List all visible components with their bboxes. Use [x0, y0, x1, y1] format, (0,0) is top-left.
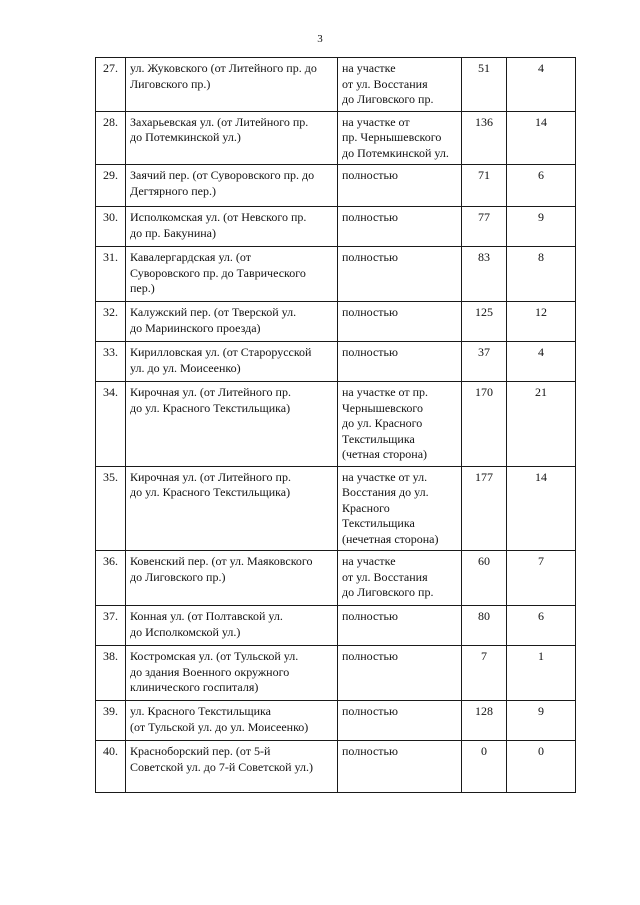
streets-table — [95, 57, 576, 793]
row-number: 31. — [96, 247, 126, 302]
count-primary: 77 — [462, 207, 507, 247]
section-extent: на участке от ул. Восстания до Лиговского пр. — [338, 551, 462, 606]
count-primary: 83 — [462, 247, 507, 302]
section-extent: на участке от пр. Чернышевского до ул. Красного Текстильщика (четная сторона) — [338, 382, 462, 467]
table-row — [96, 58, 576, 112]
count-primary: 136 — [462, 111, 507, 165]
count-secondary: 4 — [507, 58, 576, 112]
street-name: Захарьевская ул. (от Литейного пр. до Потемкинской ул.) — [126, 111, 338, 165]
street-name: Костромская ул. (от Тульской ул. до здания Военного окружного клинического госпиталя) — [126, 646, 338, 701]
section-extent: полностью — [338, 646, 462, 701]
street-name: ул. Красного Текстильщика (от Тульской ул. до ул. Моисеенко) — [126, 701, 338, 741]
street-name: Конная ул. (от Полтавской ул. до Исполкомской ул.) — [126, 606, 338, 646]
table-row — [96, 701, 576, 741]
section-extent: на участке от пр. Чернышевского до Потемкинской ул. — [338, 111, 462, 165]
table-row — [96, 646, 576, 701]
count-primary: 37 — [462, 342, 507, 382]
section-extent: на участке от ул. Восстания до Лиговского пр. — [338, 58, 462, 112]
table-row — [96, 466, 576, 551]
count-primary: 177 — [462, 466, 507, 551]
street-name: Кирочная ул. (от Литейного пр. до ул. Красного Текстильщика) — [126, 466, 338, 551]
count-primary: 7 — [462, 646, 507, 701]
street-name: Кирилловская ул. (от Старорусской ул. до ул. Моисеенко) — [126, 342, 338, 382]
street-name: ул. Жуковского (от Литейного пр. до Лиговского пр.) — [126, 58, 338, 112]
row-number: 39. — [96, 701, 126, 741]
count-secondary: 7 — [507, 551, 576, 606]
street-name: Ковенский пер. (от ул. Маяковского до Лиговского пр.) — [126, 551, 338, 606]
table-row — [96, 302, 576, 342]
table-row — [96, 111, 576, 165]
row-number: 37. — [96, 606, 126, 646]
street-name: Красноборский пер. (от 5-й Советской ул. до 7-й Советской ул.) — [126, 741, 338, 793]
row-number: 32. — [96, 302, 126, 342]
count-secondary: 21 — [507, 382, 576, 467]
count-secondary: 14 — [507, 111, 576, 165]
count-secondary: 9 — [507, 207, 576, 247]
count-secondary: 8 — [507, 247, 576, 302]
row-number: 36. — [96, 551, 126, 606]
count-secondary: 12 — [507, 302, 576, 342]
table-row — [96, 247, 576, 302]
street-name: Заячий пер. (от Суворовского пр. до Дегтярного пер.) — [126, 165, 338, 207]
table-row — [96, 551, 576, 606]
row-number: 29. — [96, 165, 126, 207]
table-row — [96, 606, 576, 646]
count-primary: 51 — [462, 58, 507, 112]
row-number: 40. — [96, 741, 126, 793]
row-number: 28. — [96, 111, 126, 165]
count-secondary: 0 — [507, 741, 576, 793]
section-extent: на участке от ул. Восстания до ул. Красного Текстильщика (нечетная сторона) — [338, 466, 462, 551]
section-extent: полностью — [338, 165, 462, 207]
count-primary: 80 — [462, 606, 507, 646]
section-extent: полностью — [338, 606, 462, 646]
row-number: 34. — [96, 382, 126, 467]
page-number: 3 — [317, 33, 323, 45]
count-secondary: 6 — [507, 165, 576, 207]
row-number: 38. — [96, 646, 126, 701]
count-primary: 170 — [462, 382, 507, 467]
count-secondary: 6 — [507, 606, 576, 646]
section-extent: полностью — [338, 342, 462, 382]
count-primary: 0 — [462, 741, 507, 793]
section-extent: полностью — [338, 247, 462, 302]
section-extent: полностью — [338, 302, 462, 342]
section-extent: полностью — [338, 207, 462, 247]
count-primary: 125 — [462, 302, 507, 342]
table-row — [96, 741, 576, 793]
table-row — [96, 382, 576, 467]
table-body — [96, 58, 576, 793]
street-name: Калужский пер. (от Тверской ул. до Мариинского проезда) — [126, 302, 338, 342]
street-name: Кирочная ул. (от Литейного пр. до ул. Красного Текстильщика) — [126, 382, 338, 467]
count-primary: 128 — [462, 701, 507, 741]
count-secondary: 1 — [507, 646, 576, 701]
row-number: 33. — [96, 342, 126, 382]
row-number: 35. — [96, 466, 126, 551]
section-extent: полностью — [338, 741, 462, 793]
count-secondary: 4 — [507, 342, 576, 382]
row-number: 30. — [96, 207, 126, 247]
count-primary: 60 — [462, 551, 507, 606]
street-name: Исполкомская ул. (от Невского пр. до пр. Бакунина) — [126, 207, 338, 247]
street-name: Кавалергардская ул. (от Суворовского пр. до Таврического пер.) — [126, 247, 338, 302]
row-number: 27. — [96, 58, 126, 112]
section-extent: полностью — [338, 701, 462, 741]
table-row — [96, 165, 576, 207]
table-row — [96, 342, 576, 382]
count-primary: 71 — [462, 165, 507, 207]
count-secondary: 9 — [507, 701, 576, 741]
table-row — [96, 207, 576, 247]
count-secondary: 14 — [507, 466, 576, 551]
